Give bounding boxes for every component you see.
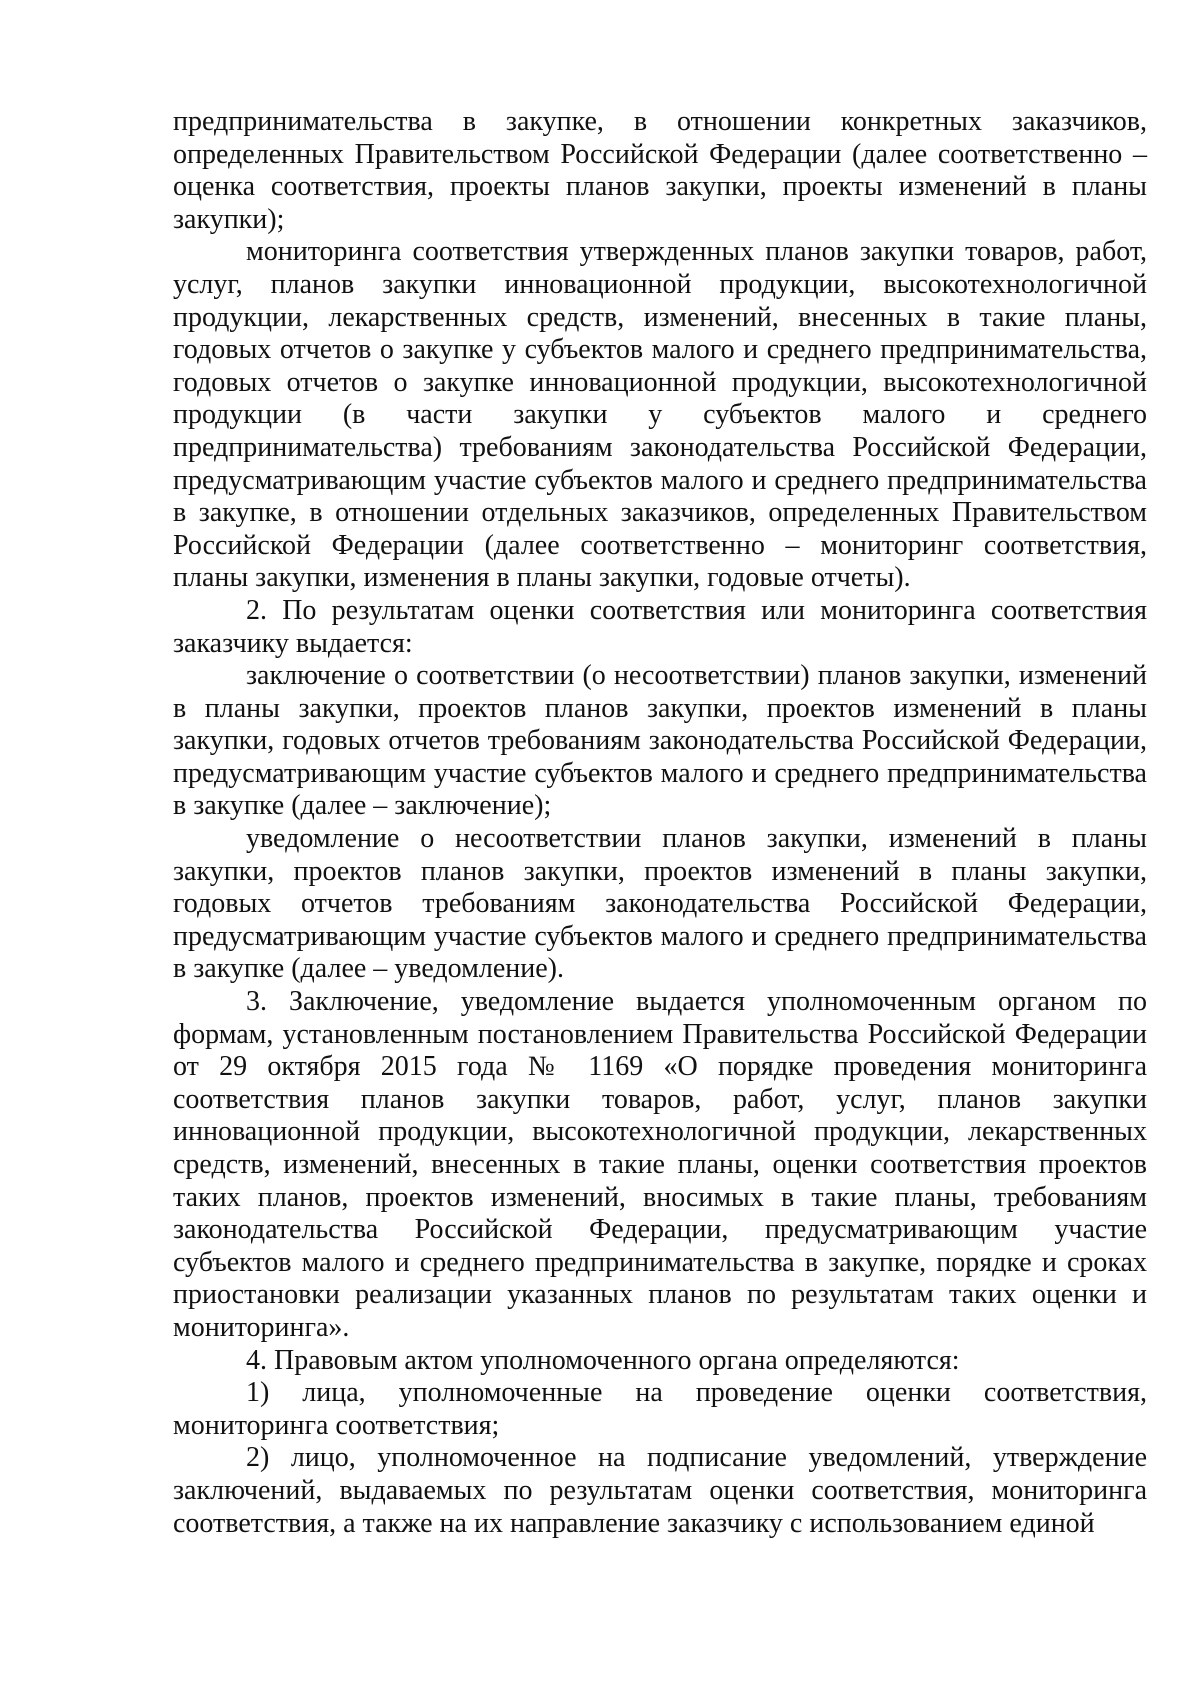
paragraph-8: 1) лица, уполномоченные на проведение оценки соответствия, мониторинга соответствия; bbox=[173, 1377, 1147, 1441]
paragraph-9: 2) лицо, уполномоченное на подписание уведомлений, утверждение заключений, выдаваемых по результатам оценки соответствия, мониторинга соответствия, а также на их направление заказчику с использованием единой bbox=[173, 1442, 1147, 1539]
paragraph-5: уведомление о несоответствии планов закупки, изменений в планы закупки, проектов планов закупки, проектов изменений в планы закупки, годовых отчетов требованиям законодательства Российской Федерации, предусматривающим участие субъектов малого и среднего предпринимательства в закупке (далее – уведомление). bbox=[173, 823, 1147, 985]
paragraph-3: 2. По результатам оценки соответствия или мониторинга соответствия заказчику выдается: bbox=[173, 594, 1147, 659]
document-page bbox=[173, 106, 1147, 1540]
paragraph-4: заключение о соответствии (о несоответствии) планов закупки, изменений в планы закупки, проектов планов закупки, проектов изменений в планы закупки, годовых отчетов требованиям законодательства Российской Федерации, предусматривающим участие субъектов малого и среднего предпринимательства в закупке (далее – заключение); bbox=[173, 660, 1147, 822]
paragraph-1: предпринимательства в закупке, в отношении конкретных заказчиков, определенных Правительством Российской Федерации (далее соответственно – оценка соответствия, проекты планов закупки, проекты изменений в планы закупки); bbox=[173, 106, 1147, 235]
paragraph-6: 3. Заключение, уведомление выдается уполномоченным органом по формам, установленным постановлением Правительства Российской Федерации от 29 октября 2015 года № 1169 «О порядке проведения мониторинга соответствия планов закупки товаров, работ, услуг, планов закупки инновационной продукции, высокотехнологичной продукции, лекарственных средств, изменений, внесенных в такие планы, оценки соответствия проектов таких планов, проектов изменений, вносимых в такие планы, требованиям законодательства Российской Федерации, предусматривающим участие субъектов малого и среднего предпринимательства в закупке, порядке и сроках приостановки реализации указанных планов по результатам таких оценки и мониторинга». bbox=[173, 986, 1147, 1343]
paragraph-7: 4. Правовым актом уполномоченного органа определяются: bbox=[246, 1344, 960, 1376]
paragraph-2: мониторинга соответствия утвержденных планов закупки товаров, работ, услуг, планов закупки инновационной продукции, высокотехнологичной продукции, лекарственных средств, изменений, внесенных в такие планы, годовых отчетов о закупке у субъектов малого и среднего предпринимательства, годовых отчетов о закупке инновационной продукции, высокотехнологичной продукции (в части закупки у субъектов малого и среднего предпринимательства) требованиям законодательства Российской Федерации, предусматривающим участие субъектов малого и среднего предпринимательства в закупке, в отношении отдельных заказчиков, определенных Правительством Российской Федерации (далее соответственно – мониторинг соответствия, планы закупки, изменения в планы закупки, годовые отчеты). bbox=[173, 236, 1147, 594]
